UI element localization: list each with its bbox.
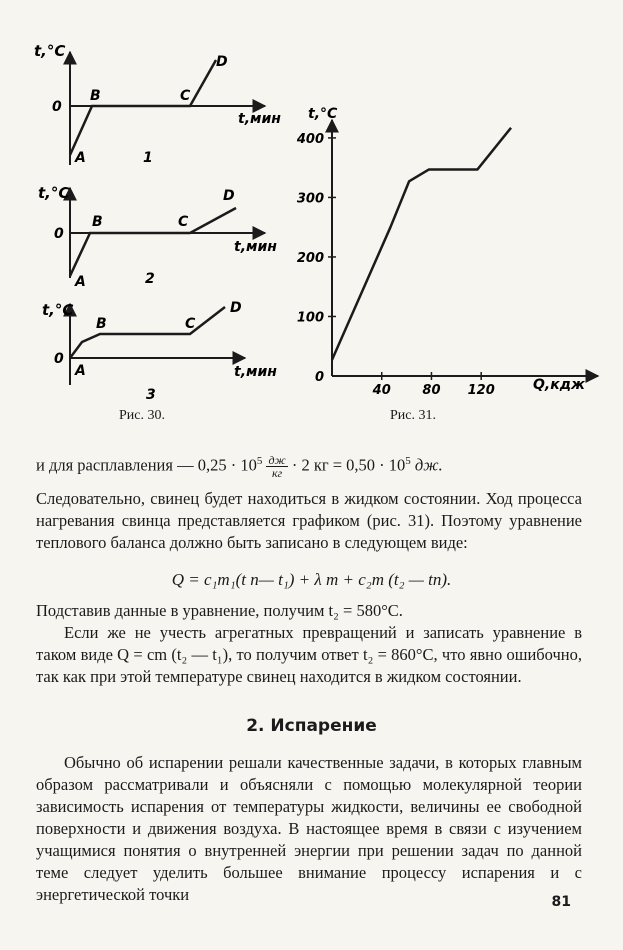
section-heading: 2. Испарение	[246, 716, 377, 736]
graph-3-curve	[70, 307, 225, 358]
paragraph-error-case	[36, 622, 582, 688]
graph-1-point-d: D	[216, 54, 228, 70]
chart-31-y-tick-label: 100	[296, 310, 324, 326]
paragraph-evaporation-text: Обычно об испарении решали качественные задачи, в которых главным образом рассматривали и объясняли с помощью молекулярной теории зависимость испарения от температуры жидкости, величины ее свободной поверхности и движения воздуха. В настоящее время в связи с изучением учащимися понятия о внутренней энергии при решении задач по данной теме следует уделить большее внимание процессу испарения и с энергетической точки	[36, 753, 582, 904]
paragraph-error-case-text: Если же не учесть агрегатных превращений и записать уравнение в таком виде Q = cm (t₂ — t₁), то получим ответ t₂ = 860°C, что явно ошибочно, так как при этой температуре свинец находится в жидком состоянии.	[36, 623, 582, 686]
graph-2-point-b: B	[92, 214, 103, 230]
chart-31-x-tick-label: 80	[422, 383, 441, 398]
unit-fraction-denominator: кг	[271, 466, 283, 481]
chart-31-x-tick-label: 40	[372, 383, 391, 398]
page-number: 81	[551, 894, 571, 910]
melting-text-c: дж.	[414, 455, 443, 475]
figure-31-caption: Рис. 31.	[390, 408, 436, 423]
paragraph-substitution: Подставив данные в уравнение, получим t₂ = 580°C.	[36, 601, 403, 620]
graph-3-point-d: D	[230, 300, 242, 316]
graph-3-point-b: B	[96, 316, 107, 332]
figure-30	[30, 40, 300, 410]
chart-31-y-label: t,°C	[308, 106, 338, 122]
graph-1-y-label: t,°C	[34, 42, 66, 60]
line-melting-energy	[36, 450, 582, 479]
graph-2-y-label: t,°C	[38, 184, 70, 202]
melting-text-b: · 2 кг = 0,50 · 10	[291, 455, 406, 475]
graph-3-zero-label: 0	[54, 351, 64, 367]
paragraph-conclusion: Следовательно, свинец будет находиться в жидком состоянии. Ход процесса нагревания свинца представляется графиком (рис. 31). Поэтому уравнение теплового баланса должно быть записано в следующем виде:	[36, 489, 582, 552]
graph-2-x-label: t,мин	[234, 239, 277, 255]
unit-fraction	[266, 454, 287, 479]
figure-31	[290, 104, 600, 404]
chart-31-x-tick-label: 120	[467, 383, 495, 398]
graph-1-point-b: B	[90, 88, 101, 104]
chart-31-y-tick-label: 400	[296, 131, 324, 147]
graph-3-point-c: C	[185, 316, 196, 332]
graph-3-y-label: t,°C	[42, 301, 74, 319]
graph-3-x-label: t,мин	[234, 364, 277, 380]
graph-1	[34, 42, 281, 166]
graph-1-point-c: C	[180, 88, 191, 104]
paragraph-evaporation	[36, 752, 582, 906]
figure-31-chart	[290, 104, 600, 404]
graph-2-point-c: C	[178, 214, 189, 230]
graph-3-id: 3	[146, 387, 156, 403]
graph-1-x-label: t,мин	[238, 111, 281, 127]
melting-exp-1: 5	[256, 455, 263, 467]
chart-31-x-label: Q,кдж	[533, 377, 585, 393]
graph-1-zero-label: 0	[52, 99, 62, 115]
graph-2	[38, 184, 277, 290]
unit-fraction-numerator: дж	[268, 453, 286, 468]
chart-31-y-tick-label: 0	[314, 370, 324, 385]
chart-31-y-tick-label: 200	[296, 250, 324, 266]
chart-31-y-tick-label: 300	[296, 191, 324, 207]
melting-text-a: и для расплавления — 0,25 · 10	[36, 455, 257, 475]
figure-30-caption: Рис. 30.	[119, 408, 165, 423]
graph-3	[42, 300, 277, 403]
figure-30-graphs	[30, 40, 300, 410]
graph-3-point-a: A	[75, 363, 86, 379]
graph-2-zero-label: 0	[54, 226, 64, 242]
chart-31-series-line	[332, 128, 511, 360]
graph-2-id: 2	[145, 271, 155, 287]
graph-2-point-a: A	[75, 274, 86, 290]
melting-exp-2: 5	[405, 455, 411, 467]
graph-2-point-d: D	[223, 188, 235, 204]
graph-1-id: 1	[143, 150, 153, 166]
heat-balance-formula: Q = c₁m₁(t п— t₁) + λ m + c₂m (t₂ — tп).	[171, 570, 452, 589]
graph-1-curve	[70, 60, 216, 155]
graph-1-point-a: A	[75, 150, 86, 166]
